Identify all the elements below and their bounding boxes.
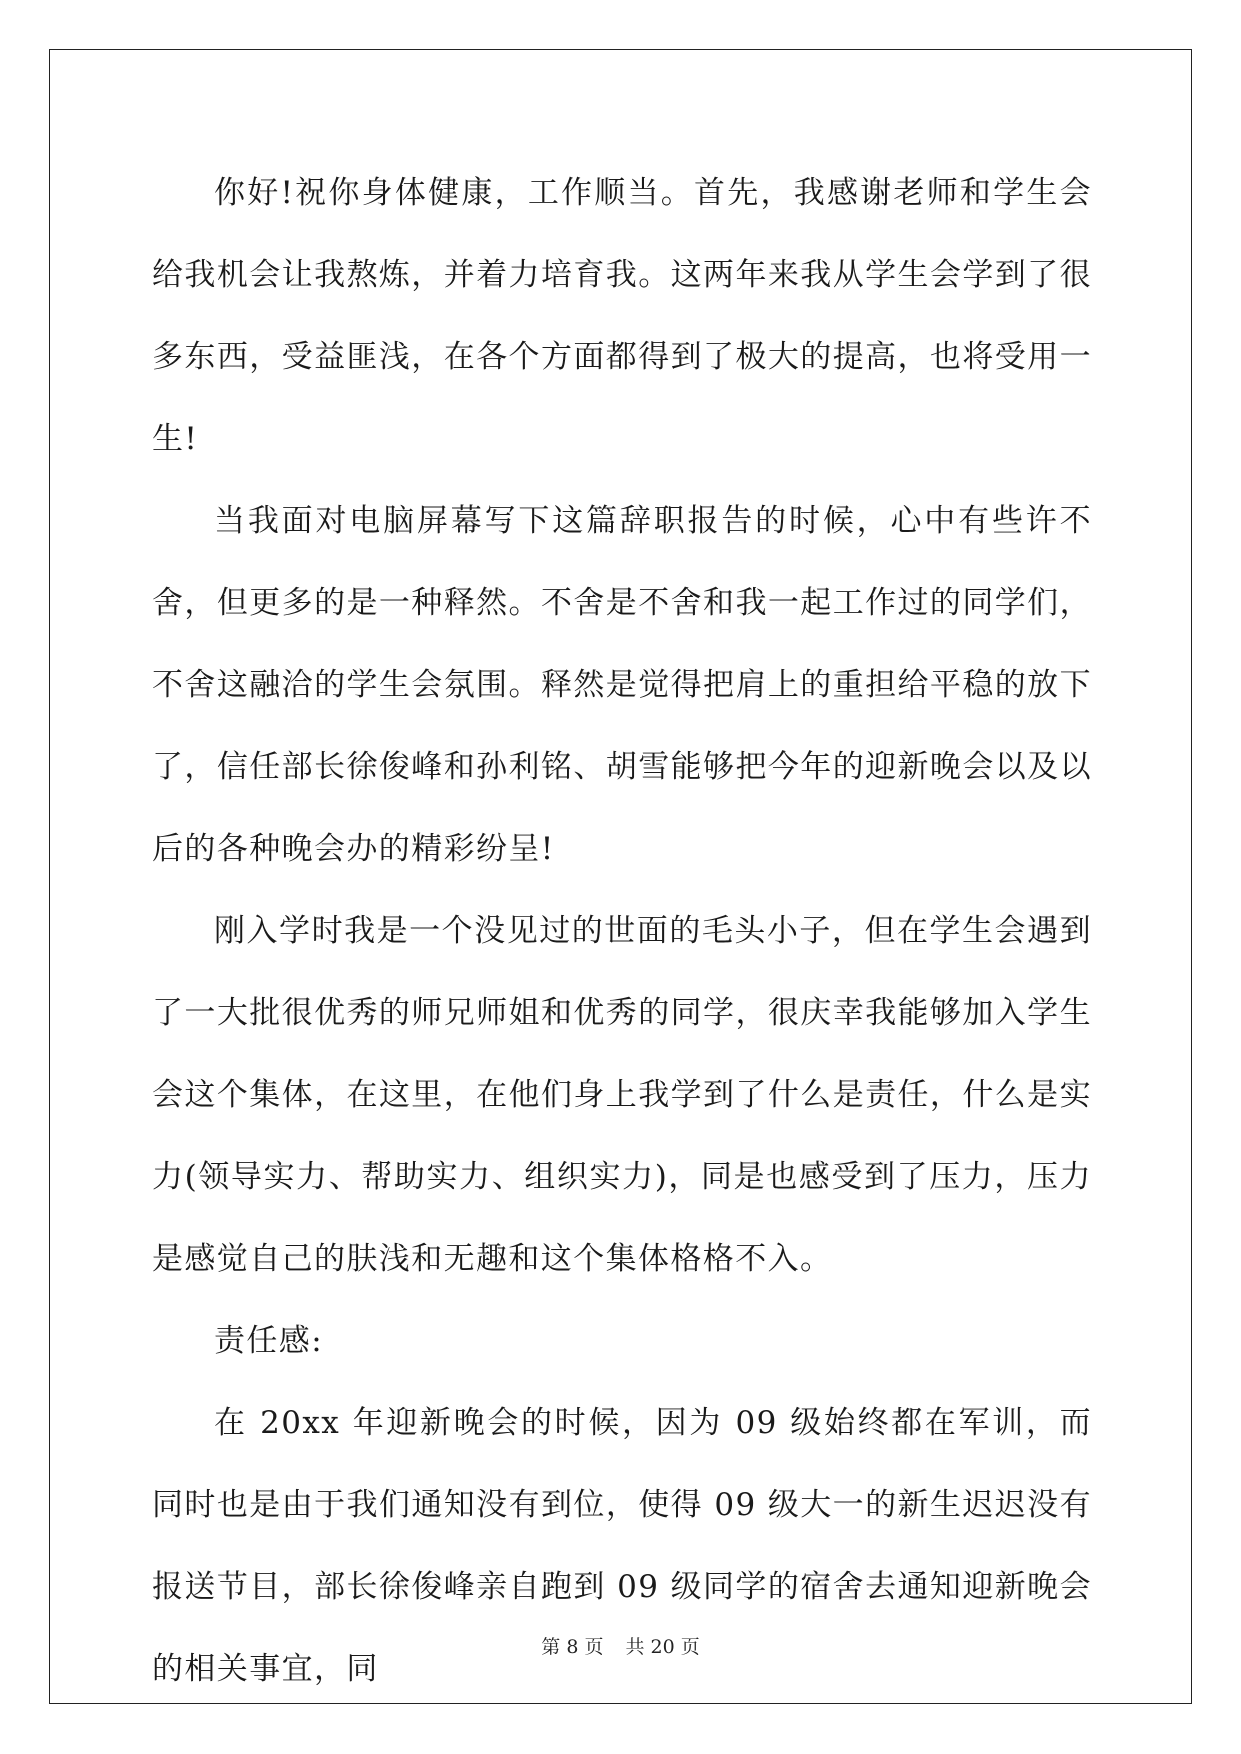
paragraph-resignation: 当我面对电脑屏幕写下这篇辞职报告的时候，心中有些许不舍，但更多的是一种释然。不舍是不舍和我一起工作过的同学们，不舍这融洽的学生会氛围。释然是觉得把肩上的重担给平稳的放下了，信任部长徐俊峰和孙利铭、胡雪能够把今年的迎新晚会以及以后的各种晚会办的精彩纷呈!	[152, 503, 1092, 867]
paragraph-greeting: 你好!祝你身体健康，工作顺当。首先，我感谢老师和学生会给我机会让我熬炼，并着力培育我。这两年来我从学生会学到了很多东西，受益匪浅，在各个方面都得到了极大的提高，也将受用一生!	[152, 175, 1092, 457]
paragraph-welcome-party: 在 20xx 年迎新晚会的时候，因为 09 级始终都在军训，而同时也是由于我们通知没有到位，使得 09 级大一的新生迟迟没有报送节目，部长徐俊峰亲自跑到 09 级同学的宿舍去通知迎新晚会的相关事宜，同	[152, 1405, 1092, 1687]
page-number: 第 8 页	[541, 1636, 604, 1658]
page-total: 共 20 页	[625, 1636, 700, 1658]
paragraph-experience: 刚入学时我是一个没见过的世面的毛头小子，但在学生会遇到了一大批很优秀的师兄师姐和优秀的同学，很庆幸我能够加入学生会这个集体，在这里，在他们身上我学到了什么是责任，什么是实力(领导实力、帮助实力、组织实力)，同是也感受到了压力，压力是感觉自己的肤浅和无趣和这个集体格格不入。	[152, 913, 1092, 1277]
document-body	[152, 152, 1092, 1710]
page-footer	[0, 1632, 1241, 1659]
section-heading-responsibility: 责任感:	[214, 1323, 324, 1359]
